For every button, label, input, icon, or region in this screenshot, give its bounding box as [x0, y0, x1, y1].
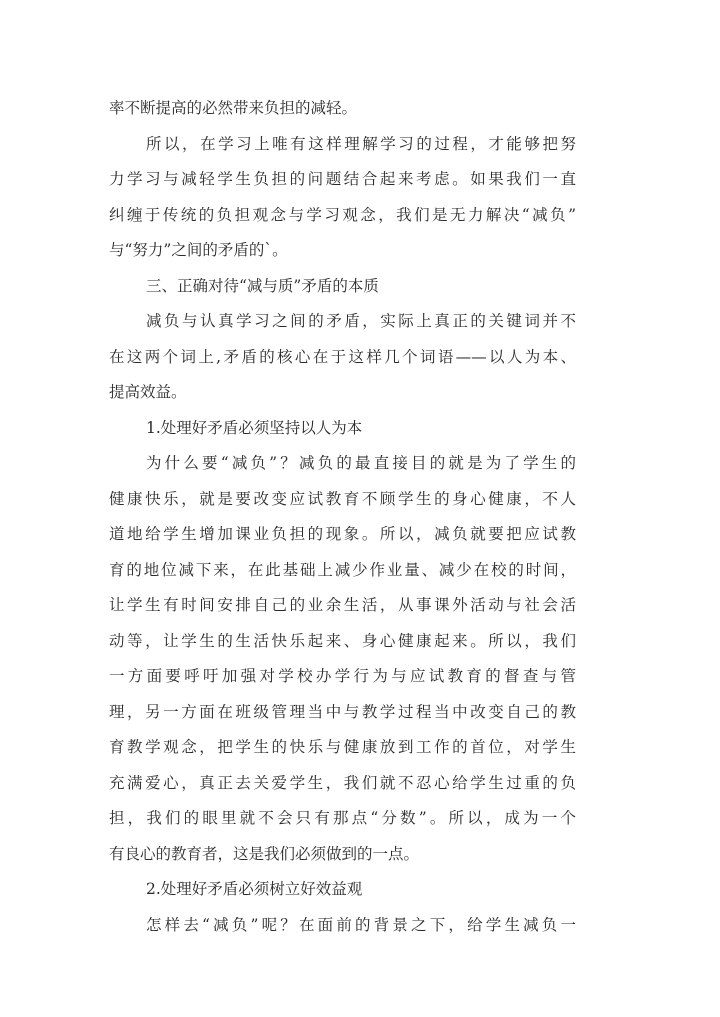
- text-line: 率不断提高的必然带来负担的减轻。: [109, 99, 358, 117]
- text-line: 在这两个词上,矛盾的核心在于这样几个词语——以人为本、: [109, 347, 576, 366]
- text-line: 担，我们的眼里就不会只有那点“分数”。所以，成为一个: [109, 809, 576, 827]
- text-line: 力学习与减轻学生负担的问题结合起来考虑。如果我们一直: [109, 170, 576, 188]
- text-line: 让学生有时间安排自己的业余生活，从事课外活动与社会活: [109, 596, 576, 614]
- text-line: 健康快乐，就是要改变应试教育不顾学生的身心健康，不人: [109, 489, 576, 508]
- text-line: 为什么要“减负”？减负的最直接目的就是为了学生的: [146, 454, 576, 472]
- text-line: 减负与认真学习之间的矛盾，实际上真正的关键词并不: [146, 312, 576, 330]
- text-line: 纠缠于传统的负担观念与学习观念，我们是无力解决“减负”: [109, 205, 576, 224]
- document-page: [109, 91, 576, 943]
- text-line: 有良心的教育者，这是我们必须做到的一点。: [109, 844, 420, 863]
- text-line: 道地给学生增加课业负担的现象。所以，减负就要把应试教: [109, 525, 576, 543]
- text-line: 怎样去“减负”呢？在面前的背景之下，给学生减负一: [146, 915, 576, 934]
- text-line: 理，另一方面在班级管理当中与教学过程当中改变自己的教: [109, 702, 576, 721]
- text-line: 动等，让学生的生活快乐起来、身心健康起来。所以，我们: [109, 631, 576, 650]
- text-line: 三、正确对待“减与质”矛盾的本质: [146, 276, 379, 295]
- text-line: 育教学观念，把学生的快乐与健康放到工作的首位，对学生: [109, 738, 576, 756]
- text-line: 所以，在学习上唯有这样理解学习的过程，才能够把努: [146, 134, 576, 153]
- text-line: 与“努力”之间的矛盾的`。: [109, 241, 288, 259]
- text-line: 2.处理好矛盾必须树立好效益观: [146, 880, 363, 898]
- text-line: 一方面要呼吁加强对学校办学行为与应试教育的督查与管: [109, 667, 576, 685]
- text-line: 育的地位减下来，在此基础上减少作业量、减少在校的时间，: [109, 560, 576, 579]
- text-line: 提高效益。: [109, 383, 187, 401]
- text-line: 充满爱心，真正去关爱学生，我们就不忍心给学生过重的负: [109, 773, 576, 792]
- text-line: 1.处理好矛盾必须坚持以人为本: [146, 418, 363, 437]
